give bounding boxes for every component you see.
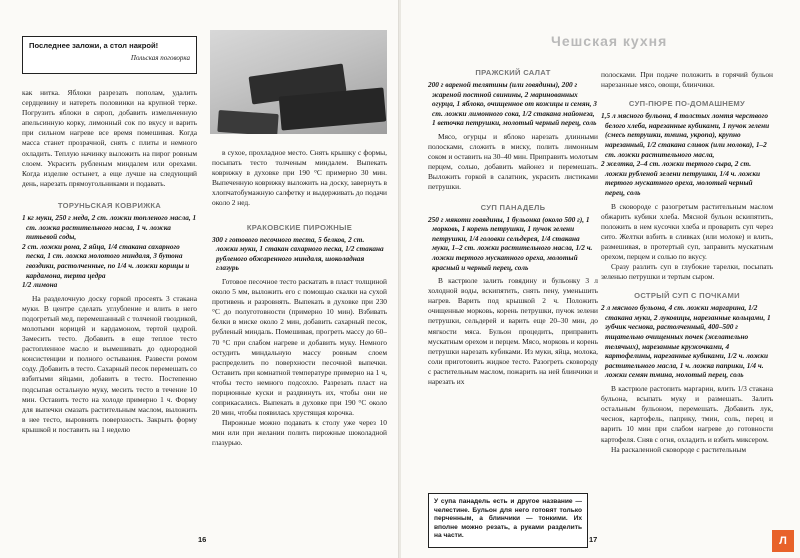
page-number-left: 16 [198,535,207,544]
info-box: У супа панадель есть и другое название — челестине. Бульон для него готовят только перченным, а блинчики — тонкими. Их вполне можно резать, а руками разделить на части. [428,493,588,548]
page-number-right: 17 [589,535,598,544]
heading-torun: ТОРУНЬСКАЯ КОВРИЖКА [57,200,162,210]
recipe-torun [22,213,197,290]
paragraph: На раскаленной сковороде с растительным [611,444,747,454]
right-column-2 [601,70,773,455]
recipe-line: 1,5 л мясного бульона, 4 толстых ломтя черствого белого хлеба, нарезанные кубиками, 1 пучок зелени (смесь петрушки, тмина, укропа), крупно нарезанный, 1/2 стакана сливок (или молока), 1–2 ст. ложки растительного масла, [601,111,770,159]
left-page [0,0,399,558]
recipe-spicy [601,303,773,380]
recipe-line: 300 г готового песочного теста, 5 белков, 2 ст. ложки муки, 1 стакан сахарного песка, 1/2 стакана рубленого обжаренного миндаля, шоколадная глазурь [212,234,384,273]
recipe-line: 1 кг муки, 250 г меда, 2 ст. ложки топленого масла, 1 ст. ложка растительного масла, 1 ч. ложка питьевой соды, [22,212,197,242]
recipe-krakow [212,235,387,273]
chapter-title: Чешская кухня [551,33,668,49]
recipe-prague [428,80,598,128]
recipe-puree [601,111,773,197]
recipe-line: 1/2 лимона [22,280,58,290]
heading-puree: СУП-ПЮРЕ ПО-ДОМАШНЕМУ [628,99,746,109]
paragraph: Пирожные можно подавать к столу уже через 10 мин или при желании полить пирожные шоколадной глазурью. [212,418,387,448]
recipe-line: 2 ст. ложки рома, 2 яйца, 1/4 стакана сахарного песка, 1 ст. ложка молотого миндаля, 3 бутона гвоздики, растолченные, по 1/4 ч. ложки корицы и кардамона, терта цедра [22,241,190,280]
paragraph: Сразу разлить суп в глубокие тарелки, посыпать зеленью петрушки и тертым сыром. [601,262,773,282]
paragraph: в сухое, прохладное место. Снять крышку с формы, посыпать тесто толченым миндалем. Выпекать коврижку в духовке при 190 °С примерно 30 мин. Выпеченную коврижку выложить на доску, завернуть в хлопчатобумажную салфетку и выдерживать до подачи около 2 нед. [212,148,387,208]
recipe-line: 250 г мякоти говядины, 1 бульонка (около 500 г), 1 морковь, 1 корень петрушки, 1 пучок зелени петрушки, 1/4 головки сельдерея, 1/4 стакана муки, 1–2 ст. ложки растительного масла, 1/2 ч. ложки тертого мускатного ореха, молотый красный и черный перец, соль [428,214,593,272]
heading-prague: ПРАЖСКИЙ САЛАТ [475,68,551,77]
quote-box [22,36,197,74]
recipe-line: 2 желтка, 2–4 ст. ложки тертого сыра, 2 ст. ложки рубленой зелени петрушки, 1/4 ч. ложки тертого мускатного ореха, молотый черный перец, соль [601,159,761,197]
right-column-1 [428,68,598,387]
recipe-line: 2 л мясного бульона, 4 ст. ложки маргарина, 1/2 стакана муки, 2 луковицы, нарезанные кольцами, 1 зубчик чеснока, растолченный, 400–500 г тщательно очищенных почек (желательно телячьих), нарезанные кружочками, 4 картофелины, нарезанные кубиками, 1/2 ч. ложки растительного масла, 1 ч. ложка паприки, 1/4 ч. ложки семян тмина, молотый перец, соль [601,303,771,380]
quote-source: Польская поговорка [130,54,190,62]
recipe-soup [428,215,598,273]
heading-krakow: КРАКОВСКИЕ ПИРОЖНЫЕ [246,222,353,232]
paragraph: В сковороде с разогретым растительным маслом обжарить кубики хлеба. Мясной бульон вскипятить, положить в нем кусочки хлеба и проварить суп через сито. Желтки взбить в сливках (или молоке) и влить, размешивая, в протертый суп, заправить мускатным орехом, перцем и солью по вкусу. [601,201,773,261]
paragraph: как нитка. Яблоки разрезать пополам, удалить сердцевину и натереть половинки на крупной терке. Погрузить яблоки в сироп, добавить измельченную апельсинную корку, лимонный сок по вкусу и варить при сильном нагреве все время помешивая. Когда масса станет прозрачной, снять с плиты и немного охладить. Теплую начинку выложить на пирог ровным слоем. Украсить рубленым миндалем или орехами. Когда изделие остынет, а еще лучше на следующий день, нарезать прямоугольниками и подавать. [22,88,197,188]
publisher-logo-icon: Л [772,530,794,552]
paragraph: В кастрюле залить говядину и бульонку 3 л холодной воды, вскипятить, снять пену, уменьшить нагрев. Варить под крышкой 2 ч. Положить очищенные морковь, корень петрушки, пучок зелени петрушки, сельдерей и варить еще 20–30 мин, до мягкости мяса. Бульон процедить, приправить мускатным орехом и перцем. Мясо, морковь и корень петрушки нарезать кубиками. Из муки, яйца, молока, соли приготовить жидкое тесто. Разогреть сковороду с растительным маслом, пожарить на ней блинчики и нарезать их [428,276,598,387]
left-column-1 [22,88,197,435]
right-page [401,0,800,558]
left-column-2 [212,148,387,449]
photo-cake [210,30,387,134]
heading-soup: СУП ПАНАДЕЛЬ [480,202,546,212]
paragraph: полосками. При подаче положить в горячий бульон нарезанные мясо, овощи, блинчики. [601,70,773,90]
paragraph: На разделочную доску горкой просеять 3 стакана муки. В центре сделать углубление и влить в него подогретый мед, перемешанный с толченой гвоздикой, молотыми корицей и кардамоном, тертой цедрой. Замесить тесто. Добавить в еще теплое тесто растопленное масло и вымешивать до однородной консистенции и полного остывания. Развести ромом соду. Добавить в тесто. Сахарный песок перемешать со взбитыми яйцами, добавить в тесто. Постепенно подсыпая остальную муку, месить тесто в течение 10 мин. Оставить тесто на холоде примерно 1 ч. Форму для выпечки смазать растительным маслом, выложить в нее тесто, выровнять поверхность. Закрыть форму крышкой и поставить на 1 неделю [22,293,197,434]
paragraph: Мясо, огурцы и яблоко нарезать длинными полосками, сложить в миску, полить лимонным соком и оставить на 30–40 мин. Приправить молотым перцем, солью, добавить майонез и перемешать. Выложить горкой в салатник, украсить листиками петрушки. [428,131,598,192]
recipe-line: 200 г вареной телятины (или говядины), 200 г жареной постной свинины, 2 маринованных огурца, 1 яблоко, очищенное от кожицы и семян, 3 ст. ложки лимонного сока, 1/2 стакана майонеза, 1 веточка петрушки, молотый черный перец, соль [428,80,597,128]
paragraph: В кастрюле растопить маргарин, влить 1/3 стакана бульона, всыпать муку и размешать. Залить остальным бульоном, перемешать. Добавить лук, чеснок, картофель, паприку, тмин, соль, перец и варить 10 мин при слабом нагреве до готовности картофеля. Сняв с огня, охладить и взбить миксером. [601,384,773,444]
paragraph: Готовое песочное тесто раскатать в пласт толщиной около 5 мм, выложить его с помощью скалки на сухой противень и разровнять. Выпекать в духовке при 230 °С до полуготовности (примерно 10 мин). Взбивать белки в миске около 2 мин, добавить сахарный песок, рубленый миндаль. Помешивая, прогреть массу до 60–70 °С при слабом нагреве и добавить муку. Немного остудить миндальную массу ровным слоем распределить по поверхности песочной выпечки. Оставить при комнатной температуре примерно на 1 ч, чтобы тесто немного подсохло. Разрезать пласт на порционные куски и раздвинуть их, чтобы они не соприкасались. Выпекать в духовке при 190 °С около 20 мин, чтобы появилась хрустящая корочка. [212,276,387,418]
quote-text: Последнее заложи, а стол накрой! [29,41,159,50]
heading-spicy: ОСТРЫЙ СУП С ПОЧКАМИ [634,291,740,301]
